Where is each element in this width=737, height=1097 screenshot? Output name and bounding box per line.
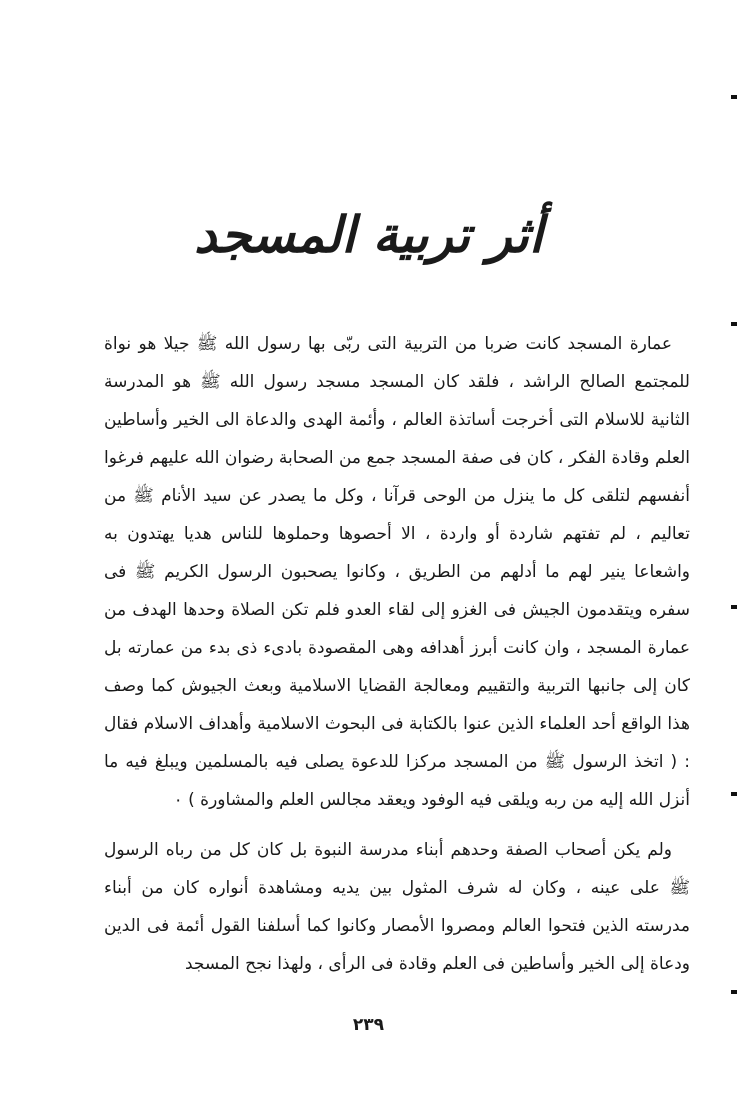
page-number: ٢٣٩ xyxy=(352,1015,385,1035)
paragraph-2: ولم يكن أصحاب الصفة وحدهم أبناء مدرسة النبوة بل كان كل من رباه الرسول ﷺ على عينه ، وكان له شرف المثول بين يديه ومشاهدة أنواره كان من أبناء مدرسته الذين فتحوا العالم ومصروا الأمصار وكانوا كما أسلفنا القول أئمة فى الدين ودعاة إلى الخير وأساطين فى العلم وقادة فى الرأى ، ولهذا نجح المسجد xyxy=(104,840,690,974)
margin-mark xyxy=(731,322,737,326)
chapter-title: أثر تربية المسجد xyxy=(194,205,543,264)
margin-mark xyxy=(731,990,737,994)
margin-mark xyxy=(731,792,737,796)
margin-mark xyxy=(731,605,737,609)
margin-mark xyxy=(731,95,737,99)
body-text xyxy=(104,325,690,983)
paragraph-1: عمارة المسجد كانت ضربا من التربية التى ربّى بها رسول الله ﷺ جيلا هو نواة للمجتمع الصالح الراشد ، فلقد كان المسجد مسجد رسول الله ﷺ هو المدرسة الثانية للاسلام التى أخرجت أساتذة العالم ، وأئمة الهدى والدعاة الى الخير وأساطين العلم وقادة الفكر ، كان فى صفة المسجد جمع من الصحابة رضوان الله عليهم فرغوا أنفسهم لتلقى كل ما ينزل من الوحى قرآنا ، وكل ما يصدر عن سيد الأنام ﷺ من تعاليم ، لم تفتهم شاردة أو واردة ، الا أحصوها وحملوها للناس هديا يهتدون به واشعاعا ينير لهم ما أدلهم من الطريق ، وكانوا يصحبون الرسول الكريم ﷺ فى سفره ويتقدمون الجيش فى الغزو إلى لقاء العدو فلم تكن الصلاة وحدها الهدف من عمارة المسجد ، وان كانت أبرز أهدافه وهى المقصودة بادىء ذى بدء من عمارته بل كان إلى جانبها التربية والتقييم ومعالجة القضايا الاسلامية وبعث الجيوش كما وصف هذا الواقع أحد العلماء الذين عنوا بالكتابة فى البحوث الاسلامية وأهداف الاسلام فقال : ( اتخذ الرسول ﷺ من المسجد مركزا للدعوة يصلى فيه بالمسلمين ويبلغ فيه ما أنزل الله إليه من ربه ويلقى فيه الوفود ويعقد مجالس العلم والمشاورة ) ٠ xyxy=(104,334,690,810)
